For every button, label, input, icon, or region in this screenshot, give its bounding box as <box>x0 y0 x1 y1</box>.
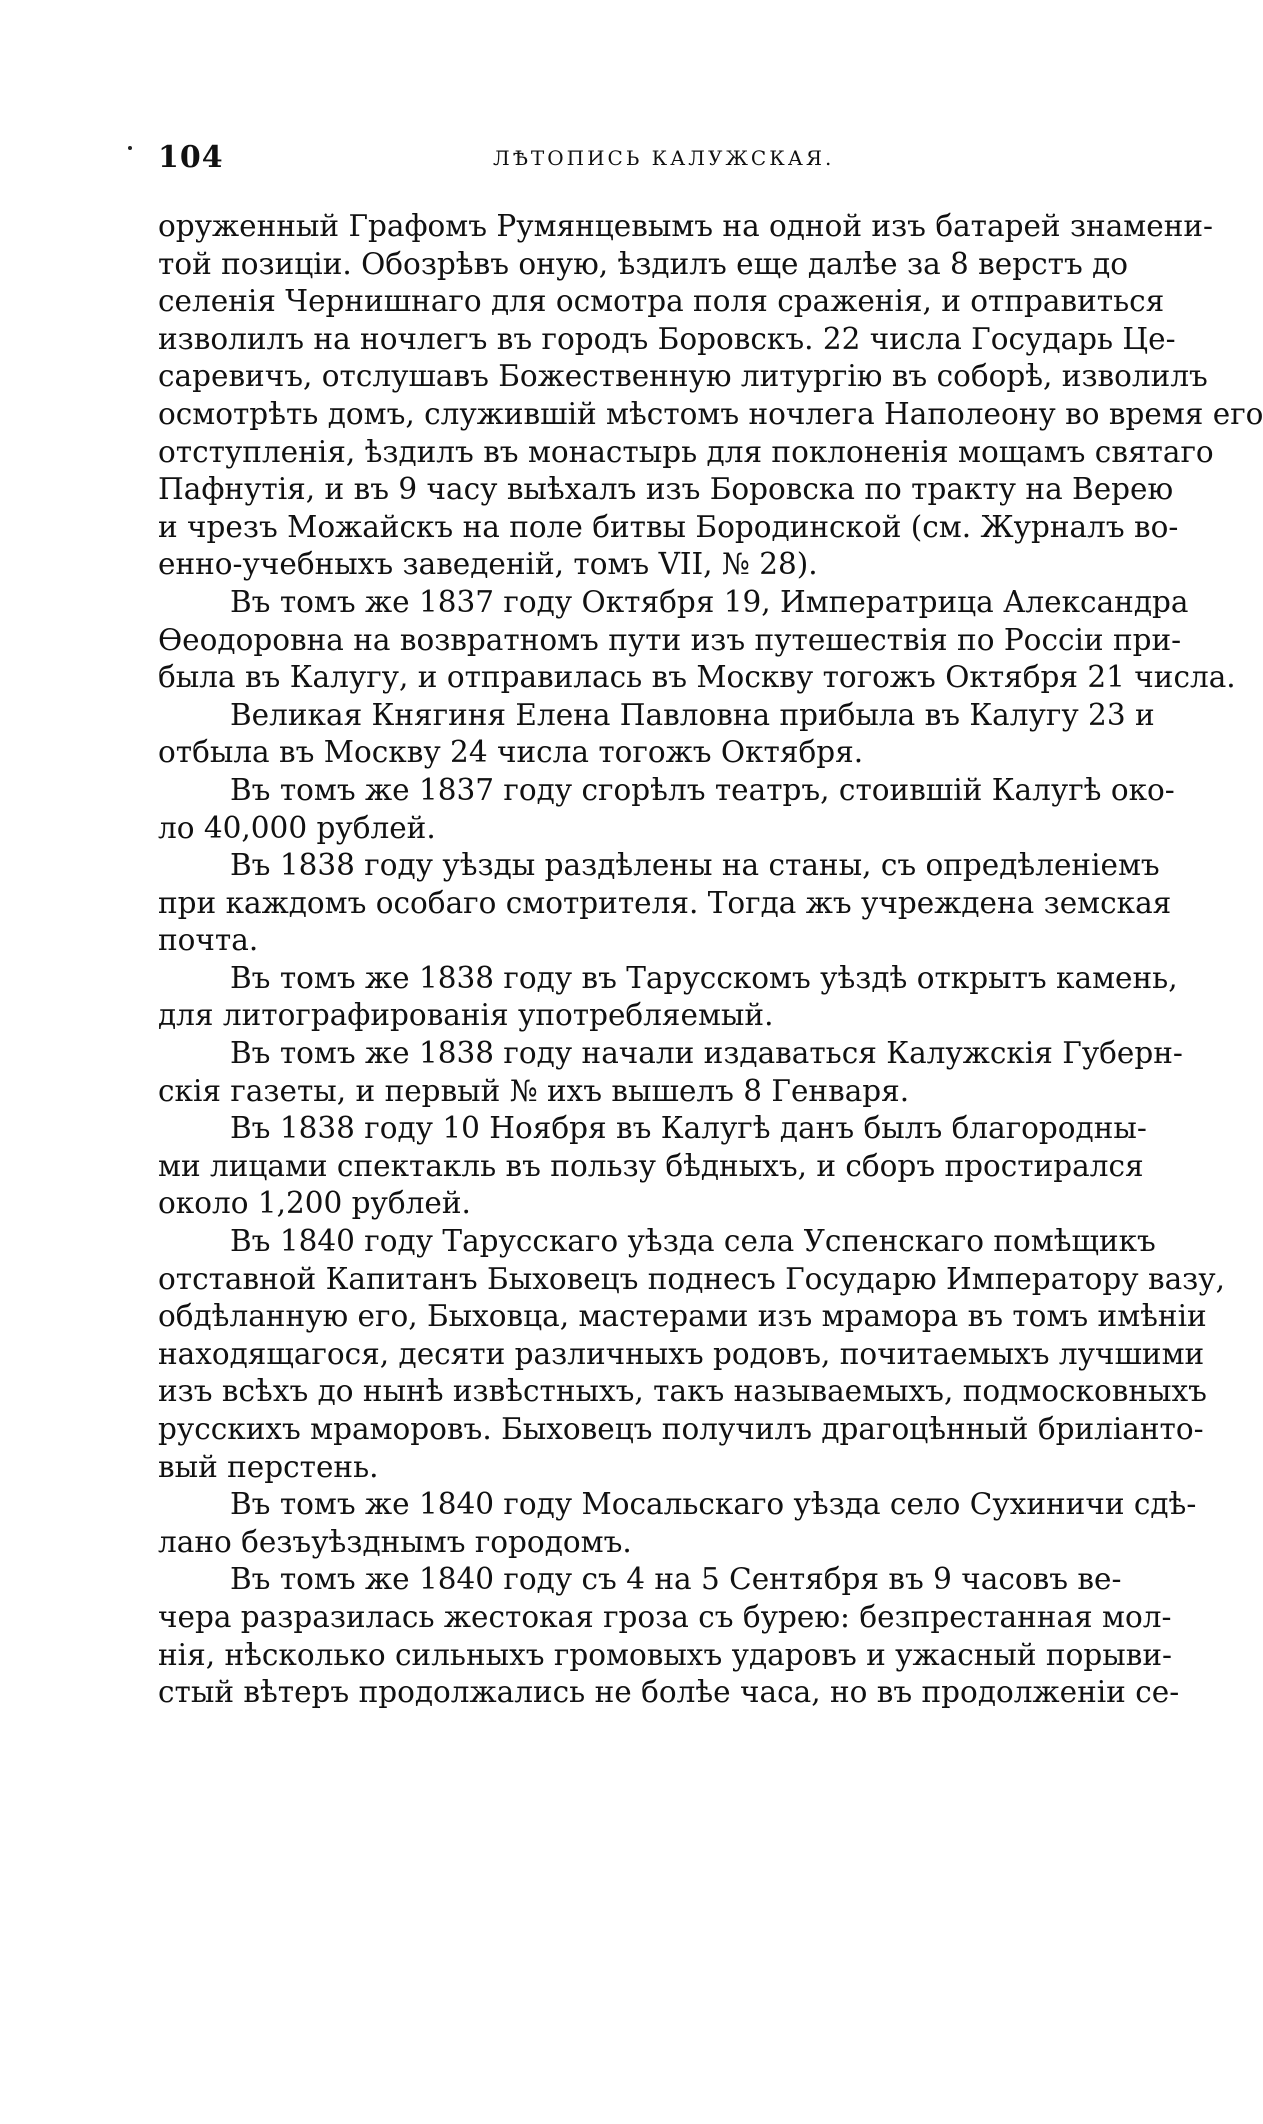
text-line: и чрезъ Можайскъ на поле битвы Бородинской (см. Журналъ во- <box>158 509 1179 544</box>
running-title: ЛѢТОПИСЬ КАЛУЖСКАЯ. <box>493 146 835 170</box>
text-line: оруженный Графомъ Румянцевымъ на одной изъ батарей знамени- <box>158 209 1213 243</box>
scan-speck <box>128 146 132 150</box>
text-line: русскихъ мраморовъ. Быховецъ получилъ драгоцѣнный бриліанто- <box>158 1412 1204 1446</box>
text-line: Въ томъ же 1840 году съ 4 на 5 Сентября въ 9 часовъ ве- <box>230 1562 1122 1597</box>
text-line: скія газеты, и первый № ихъ вышелъ 8 Генваря. <box>158 1073 910 1108</box>
text-line: енно-учебныхъ заведеній, томъ VII, № 28). <box>158 547 818 582</box>
text-line: Ѳеодоровна на возвратномъ пути изъ путешествія по Россіи при- <box>158 622 1182 657</box>
page-header <box>158 140 1113 174</box>
text-line: около 1,200 рублей. <box>158 1186 471 1221</box>
text-line: нія, нѣсколько сильныхъ громовыхъ ударовъ и ужасный порыви- <box>158 1637 1172 1672</box>
text-line: Въ томъ же 1838 году начали издаваться Калужскія Губерн- <box>230 1036 1183 1071</box>
text-line: селенія Чернишнаго для осмотра поля сраженія, и отправиться <box>158 284 1165 319</box>
text-line: почта. <box>158 923 259 958</box>
text-line: стый вѣтеръ продолжались не болѣе часа, но въ продолженіи се- <box>158 1675 1180 1710</box>
text-line: ло 40,000 рублей. <box>158 810 436 845</box>
text-line: изъ всѣхъ до нынѣ извѣстныхъ, такъ называемыхъ, подмосковныхъ <box>158 1374 1207 1409</box>
text-line: вый перстень. <box>158 1449 379 1484</box>
text-line: изволилъ на ночлегъ въ городъ Боровскъ. 22 числа Государь Це- <box>158 321 1176 356</box>
text-line: лано безъуѣзднымъ городомъ. <box>158 1524 632 1559</box>
text-line: осмотрѣть домъ, служившій мѣстомъ ночлега Наполеону во время его <box>158 396 1263 431</box>
text-line: находящагося, десяти различныхъ родовъ, почитаемыхъ лучшими <box>158 1336 1205 1371</box>
text-line: чера разразилась жестокая гроза съ бурею: безпрестанная мол- <box>158 1599 1172 1634</box>
text-line: Въ томъ же 1837 году Октября 19, Императрица Александра <box>230 584 1189 619</box>
text-line: Великая Княгиня Елена Павловна прибыла въ Калугу 23 и <box>230 697 1155 732</box>
text-line: Въ 1838 году 10 Ноября въ Калугѣ данъ былъ благородны- <box>230 1111 1147 1146</box>
text-line: отступленія, ѣздилъ въ монастырь для поклоненія мощамъ святаго <box>158 434 1214 469</box>
text-line: для литографированія употребляемый. <box>158 998 774 1033</box>
text-line: отбыла въ Москву 24 числа тогожъ Октября. <box>158 735 864 770</box>
text-line: Въ томъ же 1838 году въ Тарусскомъ уѣздѣ открытъ камень, <box>230 960 1178 995</box>
text-line: ми лицами спектакль въ пользу бѣдныхъ, и сборъ простирался <box>158 1148 1144 1183</box>
text-line: той позиціи. Обозрѣвъ оную, ѣздилъ еще далѣе за 8 верстъ до <box>158 246 1129 281</box>
text-line: была въ Калугу, и отправилась въ Москву тогожъ Октября 21 числа. <box>158 660 1236 695</box>
text-line: саревичъ, отслушавъ Божественную литургію въ соборѣ, изволилъ <box>158 359 1208 394</box>
page-number: 104 <box>158 140 224 175</box>
text-line: Въ томъ же 1837 году сгорѣлъ театръ, стоившій Калугѣ око- <box>230 772 1175 807</box>
body-text <box>158 208 1263 1712</box>
text-line: обдѣланную его, Быховца, мастерами изъ мрамора въ томъ имѣніи <box>158 1299 1207 1334</box>
text-line: Въ 1840 году Тарусскаго уѣзда села Успенскаго помѣщикъ <box>230 1224 1156 1259</box>
text-line: при каждомъ особаго смотрителя. Тогда жъ учреждена земская <box>158 885 1172 920</box>
text-line: Въ томъ же 1840 году Мосальскаго уѣзда село Сухиничи сдѣ- <box>230 1487 1197 1522</box>
text-line: отставной Капитанъ Быховецъ поднесъ Государю Императору вазу, <box>158 1261 1225 1296</box>
text-line: Пафнутія, и въ 9 часу выѣхалъ изъ Боровска по тракту на Верею <box>158 472 1174 507</box>
text-line: Въ 1838 году уѣзды раздѣлены на станы, съ опредѣленіемъ <box>230 848 1160 883</box>
